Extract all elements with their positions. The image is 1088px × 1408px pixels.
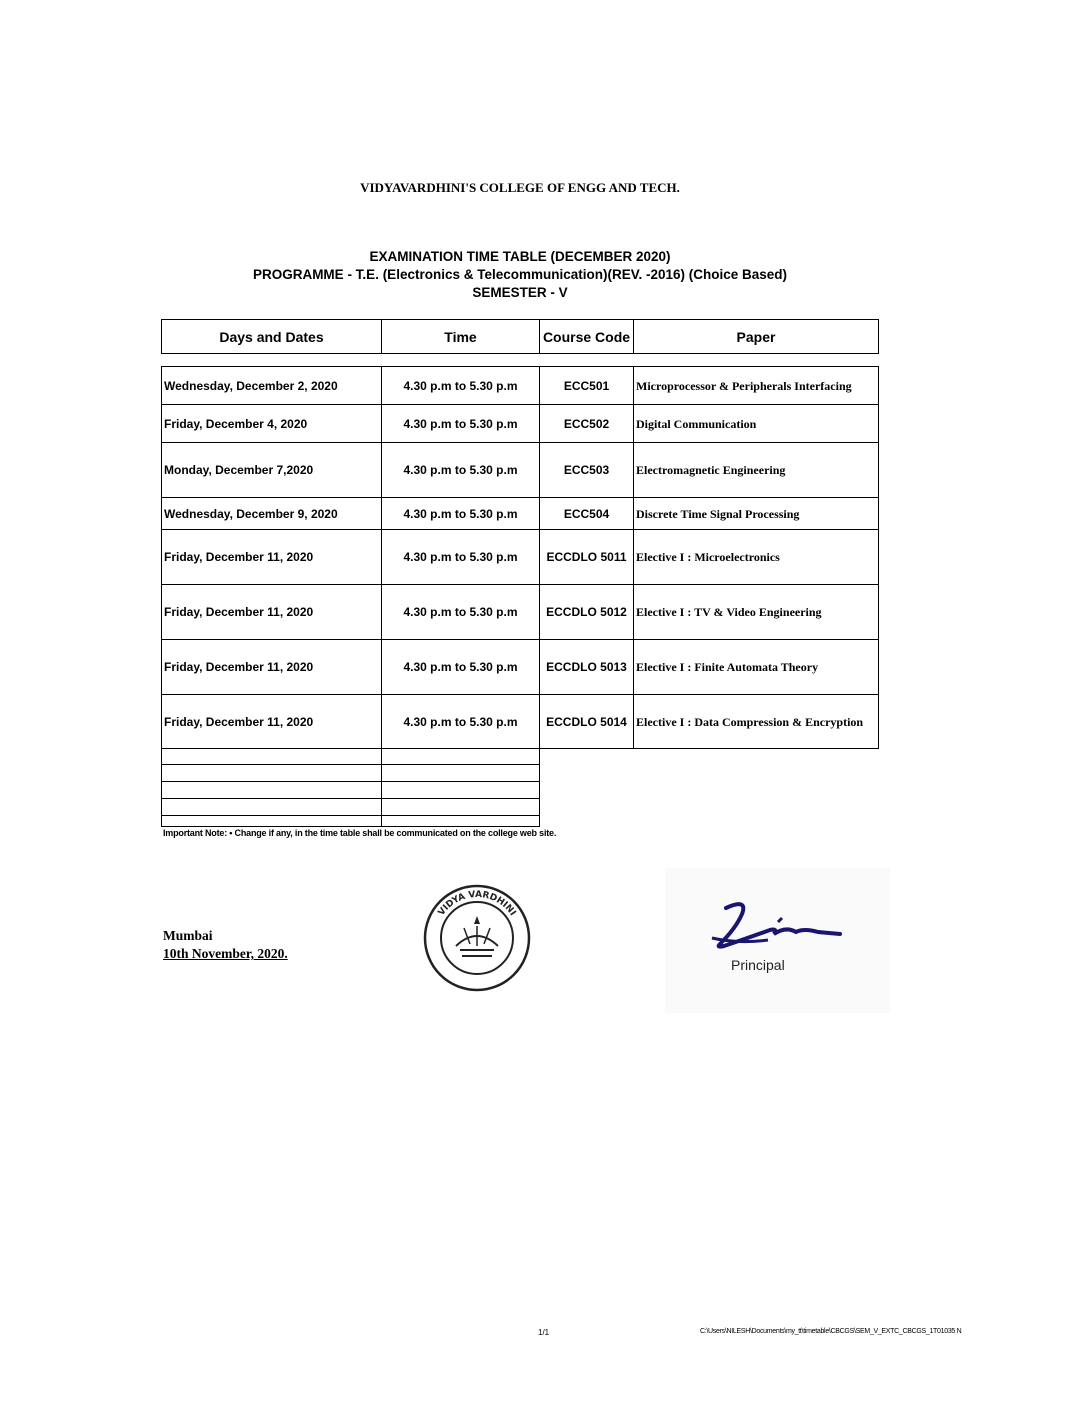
empty-row — [162, 782, 540, 799]
row-time: 4.30 p.m to 5.30 p.m — [382, 640, 540, 695]
row-paper: Discrete Time Signal Processing — [634, 498, 879, 530]
row-code: ECC501 — [540, 367, 634, 405]
college-seal-icon — [420, 884, 534, 992]
row-code: ECC503 — [540, 443, 634, 498]
place: Mumbai — [163, 928, 213, 943]
table-row — [162, 530, 879, 585]
exam-title: EXAMINATION TIME TABLE (DECEMBER 2020) — [369, 249, 671, 264]
important-note: Important Note: • Change if any, in the time table shall be communicated on the college web site. — [163, 828, 557, 838]
table-row — [162, 367, 879, 405]
row-date: Wednesday, December 9, 2020 — [162, 498, 382, 530]
row-paper: Elective I : Data Compression & Encryption — [634, 695, 879, 749]
row-time: 4.30 p.m to 5.30 p.m — [382, 443, 540, 498]
principal-signature-icon — [708, 900, 843, 950]
seal-text: VIDYA VARDHINI — [436, 889, 518, 918]
header-paper: Paper — [634, 320, 879, 354]
row-date: Friday, December 11, 2020 — [162, 640, 382, 695]
row-paper: Elective I : TV & Video Engineering — [634, 585, 879, 640]
row-paper: Elective I : Microelectronics — [634, 530, 879, 585]
row-time: 4.30 p.m to 5.30 p.m — [382, 530, 540, 585]
row-paper: Microprocessor & Peripherals Interfacing — [634, 367, 879, 405]
table-row — [162, 498, 879, 530]
row-date: Monday, December 7,2020 — [162, 443, 382, 498]
table-header — [161, 319, 879, 354]
table-row — [162, 640, 879, 695]
file-path: C:\Users\NILESH\Documents\my_tt\timetable\CBCGS\SEM_V_EXTC_CBCGS_1T01035 N — [700, 1328, 962, 1335]
programme-title: PROGRAMME - T.E. (Electronics & Telecommunication)(REV. -2016) (Choice Based) — [252, 267, 788, 282]
row-code: ECCDLO 5013 — [540, 640, 634, 695]
row-code: ECCDLO 5014 — [540, 695, 634, 749]
timetable — [161, 366, 879, 749]
row-date: Friday, December 11, 2020 — [162, 585, 382, 640]
row-time: 4.30 p.m to 5.30 p.m — [382, 498, 540, 530]
row-time: 4.30 p.m to 5.30 p.m — [382, 367, 540, 405]
row-date: Wednesday, December 2, 2020 — [162, 367, 382, 405]
row-date: Friday, December 11, 2020 — [162, 530, 382, 585]
row-paper: Digital Communication — [634, 405, 879, 443]
row-code: ECCDLO 5011 — [540, 530, 634, 585]
table-row — [162, 695, 879, 749]
row-code: ECCDLO 5012 — [540, 585, 634, 640]
row-date: Friday, December 11, 2020 — [162, 695, 382, 749]
row-paper: Electromagnetic Engineering — [634, 443, 879, 498]
table-row — [162, 443, 879, 498]
semester-title: SEMESTER - V — [472, 285, 568, 300]
page-number: 1/1 — [538, 1328, 550, 1337]
table-row — [162, 585, 879, 640]
header-days: Days and Dates — [162, 320, 382, 354]
empty-row — [162, 816, 540, 827]
row-date: Friday, December 4, 2020 — [162, 405, 382, 443]
empty-row — [162, 765, 540, 782]
table-row — [162, 405, 879, 443]
empty-row — [162, 799, 540, 816]
row-code: ECC502 — [540, 405, 634, 443]
empty-row — [162, 748, 540, 765]
empty-rows — [161, 748, 540, 827]
place-date-block — [163, 927, 288, 963]
row-time: 4.30 p.m to 5.30 p.m — [382, 695, 540, 749]
signatory-title: Principal — [731, 957, 785, 973]
row-paper: Elective I : Finite Automata Theory — [634, 640, 879, 695]
row-time: 4.30 p.m to 5.30 p.m — [382, 585, 540, 640]
header-code: Course Code — [540, 320, 634, 354]
row-time: 4.30 p.m to 5.30 p.m — [382, 405, 540, 443]
header-time: Time — [382, 320, 540, 354]
issue-date: 10th November, 2020. — [163, 946, 288, 961]
row-code: ECC504 — [540, 498, 634, 530]
title-block — [0, 248, 1040, 302]
college-name: VIDYAVARDHINI'S COLLEGE OF ENGG AND TECH. — [360, 180, 680, 195]
